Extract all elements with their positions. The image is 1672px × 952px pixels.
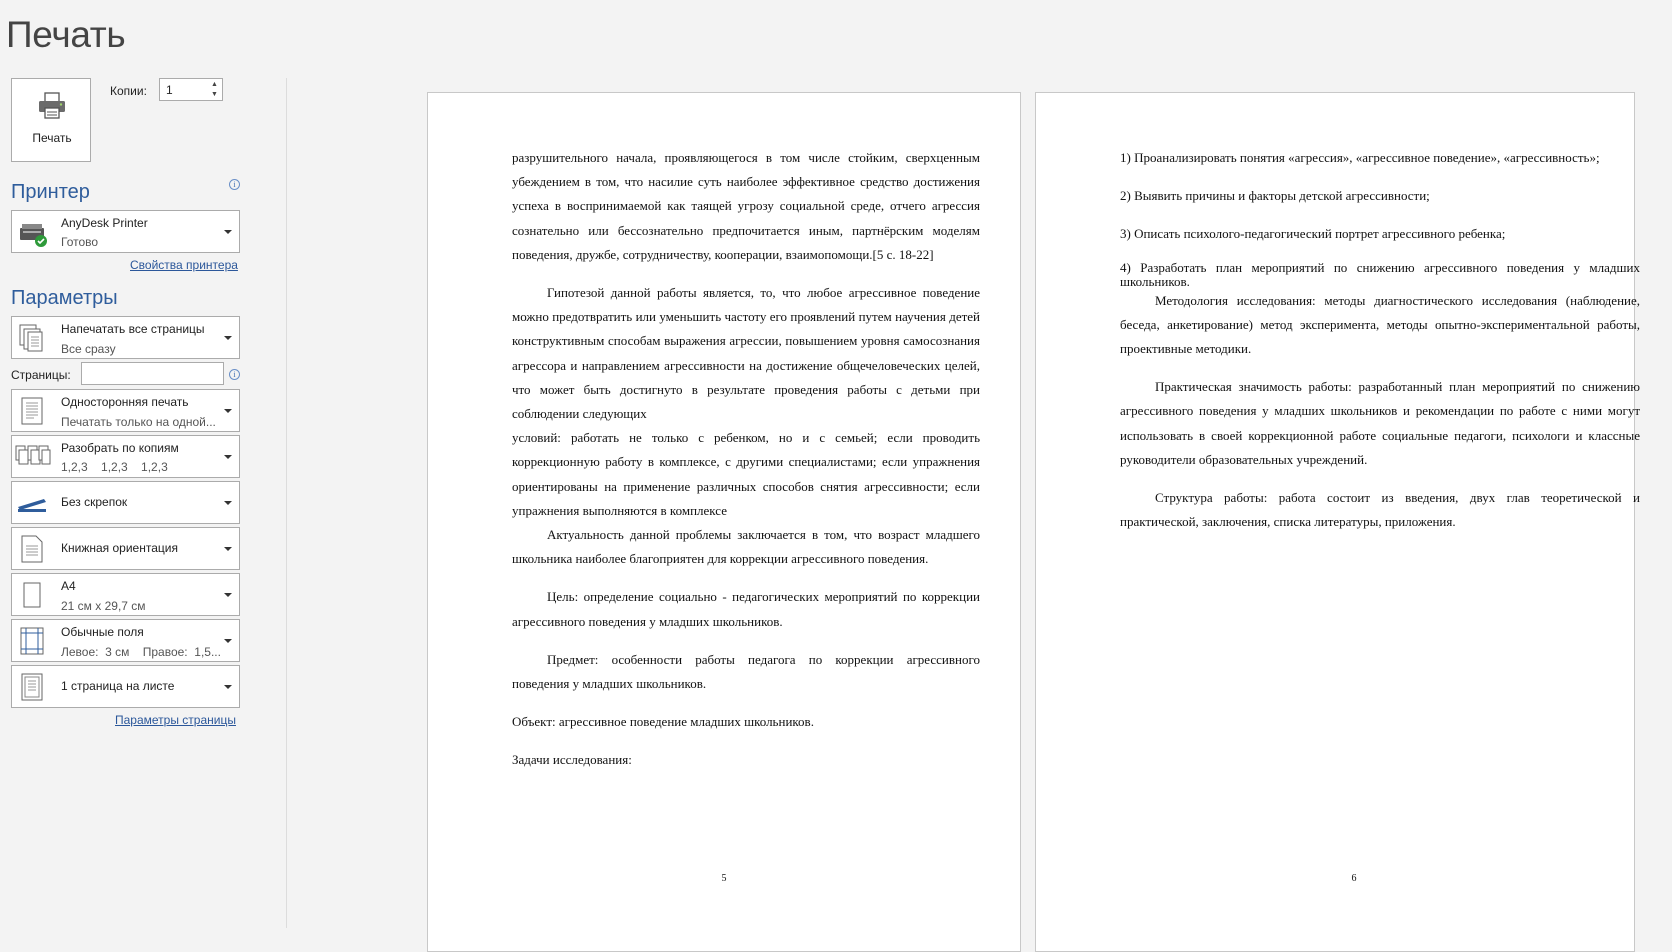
option-subtitle: Все сразу [61, 342, 116, 356]
page-number: 5 [721, 873, 727, 884]
paragraph: 3) Описать психолого-педагогический портрет агрессивного ребенка; [1120, 226, 1506, 242]
option-subtitle: 21 см x 29,7 см [61, 599, 146, 613]
printer-icon [37, 91, 67, 121]
chevron-down-icon [224, 336, 232, 340]
printer-section-title: Принтер [11, 181, 90, 203]
paragraph: Практическая значимость работы: разработанный план мероприятий по снижению агрессивного поведения у младших школьников и рекомендации по работе с ними могут использовать в своей коррекционной работе социальные педагоги, психологи и классные руководители образовательных учреждений. [1120, 379, 1640, 467]
option-subtitle: Левое: 3 см Правое: 1,5... [61, 645, 221, 659]
paragraph: Объект: агрессивное поведение младших школьников. [512, 714, 814, 730]
copies-spinner[interactable] [159, 78, 223, 101]
paragraph: Актуальность данной проблемы заключается в том, что возраст младшего школьника наиболее благоприятен для коррекции агрессивного поведения. [512, 527, 980, 567]
pages-per-sheet-dropdown[interactable] [11, 665, 240, 708]
chevron-down-icon [224, 501, 232, 505]
preview-page [1035, 92, 1640, 952]
print-range-dropdown[interactable] [11, 316, 240, 359]
sides-dropdown[interactable] [11, 389, 240, 432]
page-number: 6 [1351, 873, 1357, 884]
pages-label: Страницы: [11, 368, 71, 382]
page-body [1120, 146, 1640, 548]
portrait-page-icon [18, 534, 46, 564]
printer-status: Готово [61, 235, 99, 249]
paragraph: Структура работы: работа состоит из введения, двух глав теоретической и практической, заключения, списка литературы, приложения. [1120, 490, 1640, 530]
info-icon[interactable]: i [229, 179, 240, 190]
paragraph: 1) Проанализировать понятия «агрессия», «агрессивное поведение», «агрессивность»; [1120, 150, 1600, 165]
pages-stack-icon [18, 323, 46, 353]
paragraph: Методология исследования: методы диагностического исследования (наблюдение, беседа, анкетирование) метод эксперимента, методы опытно-экспериментальной работы, проективные методики. [1120, 292, 1640, 357]
chevron-down-icon [224, 547, 232, 551]
printer-properties-link[interactable]: Свойства принтера [130, 258, 238, 272]
chevron-down-icon [224, 639, 232, 643]
option-title: Разобрать по копиям [61, 441, 179, 455]
page-setup-link[interactable]: Параметры страницы [115, 713, 236, 727]
pages-input[interactable] [81, 362, 224, 385]
orientation-dropdown[interactable] [11, 527, 240, 570]
stapler-icon [16, 493, 48, 513]
one-sided-page-icon [18, 396, 46, 426]
option-title: 1 страница на листе [61, 679, 175, 693]
option-title: A4 [61, 579, 76, 593]
option-title: Обычные поля [61, 625, 144, 639]
print-settings-panel [0, 0, 287, 928]
print-button-label: Печать [32, 131, 72, 145]
copies-label: Копии: [110, 84, 147, 98]
option-title: Односторонняя печать [61, 395, 189, 409]
option-subtitle: 1,2,3 1,2,3 1,2,3 [61, 460, 168, 474]
spin-up-icon[interactable]: ▲ [211, 81, 218, 88]
paper-size-icon [18, 581, 46, 611]
info-icon[interactable]: i [229, 369, 240, 380]
chevron-down-icon [224, 685, 232, 689]
margins-dropdown[interactable] [11, 619, 240, 662]
option-title: Без скрепок [61, 495, 128, 509]
chevron-down-icon [224, 455, 232, 459]
collate-dropdown[interactable] [11, 435, 240, 478]
print-preview[interactable] [287, 0, 1640, 928]
paragraph: Задачи исследования: [512, 752, 632, 768]
option-title: Напечатать все страницы [61, 322, 205, 336]
paper-size-dropdown[interactable] [11, 573, 240, 616]
pages-per-sheet-icon [18, 672, 46, 702]
option-subtitle: Печатать только на одной... [61, 415, 216, 429]
printer-ready-icon [18, 218, 48, 248]
paragraph: 4) Разработать план мероприятий по снижению агрессивного поведения у младших школьников. [1120, 259, 1640, 289]
page-title: Печать [6, 14, 126, 55]
page-body [512, 146, 980, 787]
margins-icon [18, 626, 46, 656]
print-button[interactable] [11, 78, 91, 162]
paragraph: 2) Выявить причины и факторы детской агрессивности; [1120, 188, 1430, 204]
chevron-down-icon [224, 593, 232, 597]
option-title: Книжная ориентация [61, 541, 178, 555]
spin-down-icon[interactable]: ▼ [211, 91, 218, 98]
printer-dropdown[interactable] [11, 210, 240, 253]
paragraph: Гипотезой данной работы является, то, что любое агрессивное поведение можно предотвратить или уменьшить частоту его проявлений путем научения детей конструктивным способам выражения агрессии, повышением уровня самосознания агрессора и направлением агрессивности на достижение общечеловеческих целей, что может быть достигнуто в результате проведения работы с детьми при соблюдении следующих [512, 285, 980, 422]
printer-name: AnyDesk Printer [61, 216, 148, 230]
settings-section-title: Параметры [11, 287, 118, 309]
paragraph: условий: работать не только с ребенком, но и с семьей; если проводить коррекционную работу в комплексе, с другими специалистами; если упражнения ориентированы на применение различных способов снятия агрессивности; если упражнения выполняются в комплексе [512, 430, 980, 518]
staple-dropdown[interactable] [11, 481, 240, 524]
preview-page [427, 92, 1021, 952]
paragraph: разрушительного начала, проявляющегося в том числе стойким, сверхценным убеждением в том, что насилие суть наиболее эффективное средство достижения успеха в воспринимаемой как таящей угрозу социальной среде, отчего агрессия сознательно или бессознательно предпочитается иным, партнёрским моделям поведения, дружбе, сотрудничеству, кооперации, взаимопомощи.[5 с. 18-22] [512, 150, 980, 262]
chevron-down-icon [224, 409, 232, 413]
collate-icon [15, 444, 51, 470]
paragraph: Предмет: особенности работы педагога по коррекции агрессивного поведения у младших школьников. [512, 651, 980, 692]
chevron-down-icon [224, 230, 232, 234]
paragraph: Цель: определение социально - педагогических мероприятий по коррекции агрессивного поведения у младших школьников. [512, 589, 980, 629]
copies-value[interactable]: 1 [166, 83, 173, 97]
